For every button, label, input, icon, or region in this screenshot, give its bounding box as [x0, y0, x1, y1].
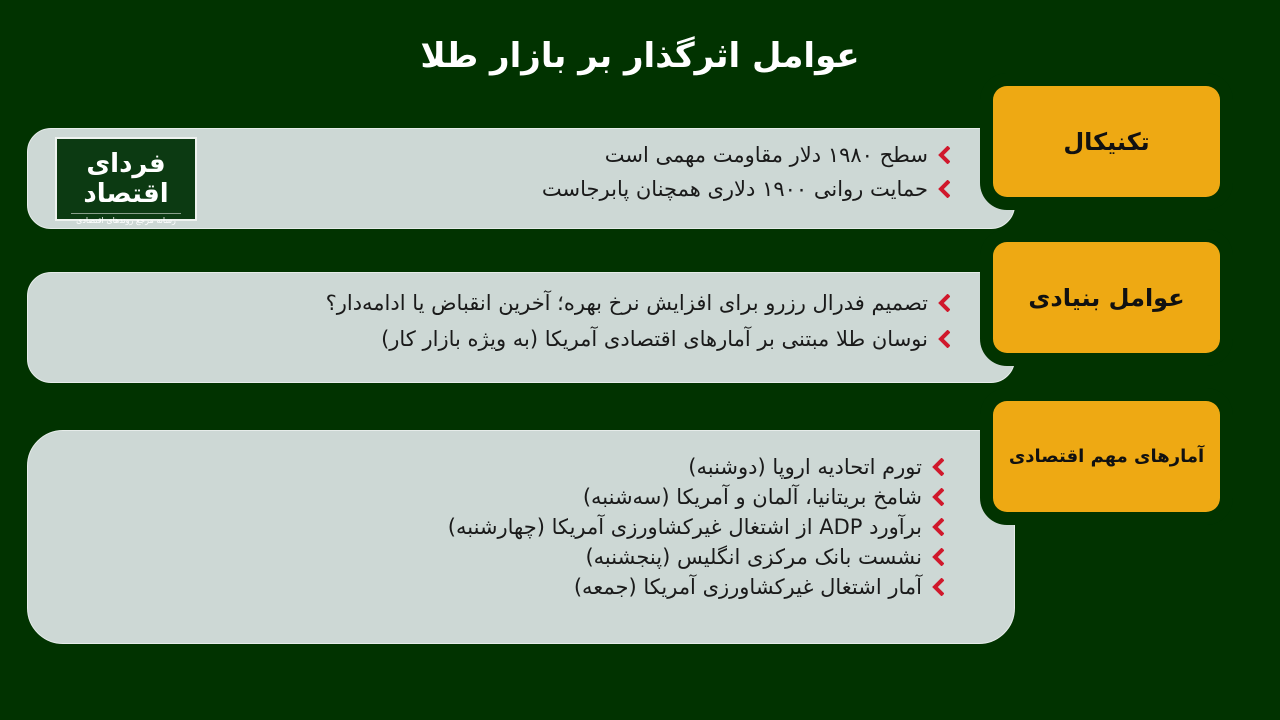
- chevron-left-icon: [932, 578, 944, 596]
- chevron-left-icon: [938, 146, 950, 164]
- logo-name: فردای اقتصاد: [83, 149, 169, 209]
- chevron-left-icon: [932, 458, 944, 476]
- list-item: تورم اتحادیه اروپا (دوشنبه): [448, 455, 944, 479]
- list-item: حمایت روانی ۱۹۰۰ دلاری همچنان پابرجاست: [542, 177, 950, 201]
- list-item: شامخ بریتانیا، آلمان و آمریکا (سه‌شنبه): [448, 485, 944, 509]
- chevron-left-icon: [932, 518, 944, 536]
- list-item: برآورد ADP از اشتغال غیرکشاورزی آمریکا (چهارشنبه): [448, 515, 944, 539]
- chevron-left-icon: [938, 180, 950, 198]
- chevron-left-icon: [932, 548, 944, 566]
- chevron-left-icon: [932, 488, 944, 506]
- list-item: تصمیم فدرال رزرو برای افزایش نرخ بهره؛ آخرین انقباض یا ادامه‌دار؟: [326, 291, 950, 315]
- logo-tagline: رسانه مرجع روندهای اقتصادی: [76, 216, 176, 225]
- list-item: سطح ۱۹۸۰ دلار مقاومت مهمی است: [542, 143, 950, 167]
- tab-technical: تکنیکال: [993, 86, 1220, 197]
- list-item: آمار اشتغال غیرکشاورزی آمریکا (جمعه): [448, 575, 944, 599]
- tab-fundamental: عوامل بنیادی: [993, 242, 1220, 353]
- page-title: عوامل اثرگذار بر بازار طلا: [420, 36, 860, 76]
- chevron-left-icon: [938, 294, 950, 312]
- tab-economic-data: آمارهای مهم اقتصادی: [993, 401, 1220, 512]
- economic-data-panel: [27, 430, 1015, 644]
- list-item: نوسان طلا مبتنی بر آمارهای اقتصادی آمریکا (به ویژه بازار کار): [326, 327, 950, 351]
- logo: [55, 137, 197, 225]
- list-item: نشست بانک مرکزی انگلیس (پنجشنبه): [448, 545, 944, 569]
- chevron-left-icon: [938, 330, 950, 348]
- fundamental-panel: [27, 272, 1015, 383]
- technical-panel: [27, 128, 1015, 229]
